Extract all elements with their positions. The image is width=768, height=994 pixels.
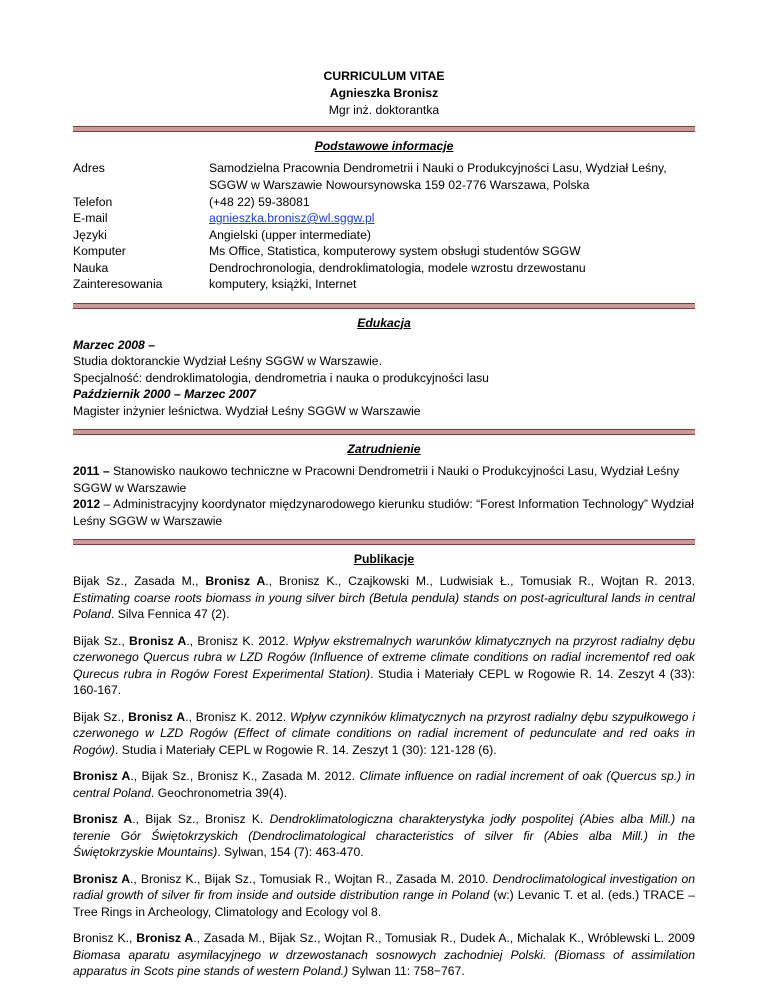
cv-page: [73, 0, 695, 990]
section-divider: [73, 126, 695, 132]
employment-entry: [73, 463, 695, 496]
section-title-employment: Zatrudnienie: [347, 442, 421, 456]
info-value: komputery, książki, Internet: [209, 277, 357, 291]
section-divider: [73, 429, 695, 435]
publications-list: [73, 573, 695, 980]
education-date: Marzec 2008 –: [73, 337, 155, 352]
publication-source: . Silva Fennica 47 (2).: [110, 607, 230, 621]
info-row: [73, 160, 695, 194]
publication-author-highlight: Bronisz A: [205, 574, 266, 588]
publication-entry: [73, 871, 695, 921]
info-label: E-mail: [73, 211, 108, 225]
publication-source: (w:) Levanic T. et al. (eds.) TRACE – Tree Rings in Archeology, Climatology and Ecology vol 8.: [73, 888, 695, 919]
publication-title: Wpływ ekstremalnych warunków klimatycznych na przyrost radialny dębu czerwonego Quercus rubra w LZD Rogów (Influence of extreme climate conditions on radial incrementof red oak Qurecus rubra in Rogów Forest Experimental Station): [73, 633, 695, 681]
cv-header: [73, 68, 695, 119]
info-row: [73, 260, 695, 277]
publication-authors: Bijak Sz.,: [73, 709, 129, 724]
info-value: Samodzielna Pracownia Dendrometrii i Nauki o Produkcyjności Lasu, Wydział Leśny, SGGW w Warszawie Nowoursynowska 159 02-776 Warszawa, Polska: [209, 161, 667, 192]
publication-title: Climate influence on radial increment of oak (Quercus sp.) in central Poland: [73, 769, 695, 800]
publication-entry: [73, 709, 695, 759]
employment-section: [73, 463, 695, 529]
info-row: [73, 227, 695, 244]
info-row: [73, 276, 695, 293]
info-label: Nauka: [73, 260, 109, 275]
education-section: [73, 337, 695, 420]
publication-authors: ., Bronisz K. 2012.: [185, 709, 291, 724]
info-value: (+48 22) 59-38081: [209, 194, 310, 209]
publication-source: Sylwan 11: 758−767.: [348, 964, 465, 978]
email-link[interactable]: agnieszka.bronisz@wl.sggw.pl: [209, 211, 375, 225]
publication-source: . Sylwan, 154 (7): 463-470.: [217, 845, 364, 859]
publication-entry: [73, 930, 695, 980]
section-title-basic: Podstawowe informacje: [314, 139, 454, 153]
publication-source: . Studia i Materiały CEPL w Rogowie R. 14. Zeszyt 4 (33): 160-167.: [73, 666, 695, 697]
education-date: Październik 2000 – Marzec 2007: [73, 387, 256, 401]
publication-author-highlight: Bronisz A: [136, 931, 194, 945]
publication-authors: ., Bronisz K. 2012.: [186, 633, 293, 648]
person-role: Mgr inż. doktorantka: [328, 103, 440, 117]
publication-source: . Geochronometria 39(4).: [150, 785, 288, 800]
publication-author-highlight: Bronisz A: [73, 769, 131, 783]
publication-author-highlight: Bronisz A: [73, 812, 133, 826]
publication-author-highlight: Bronisz A: [128, 709, 186, 724]
info-value: Ms Office, Statistica, komputerowy system obsługi studentów SGGW: [209, 244, 581, 258]
info-row: [73, 194, 695, 211]
publication-entry: [73, 573, 695, 623]
education-entry: Specjalność: dendroklimatologia, dendrometria i nauka o produkcyjności lasu: [73, 370, 489, 385]
education-entry: Magister inżynier leśnictwa. Wydział Leśny SGGW w Warszawie: [73, 403, 421, 418]
section-title-education: Edukacja: [357, 315, 411, 330]
info-value: Dendrochronologia, dendroklimatologia, modele wzrostu drzewostanu: [209, 260, 586, 275]
info-value: Angielski (upper intermediate): [209, 227, 371, 242]
employment-year: 2012: [73, 497, 101, 511]
document-title: CURRICULUM VITAE: [323, 69, 445, 83]
publication-source: . Studia i Materiały CEPL w Rogowie R. 14. Zeszyt 1 (30): 121-128 (6).: [115, 742, 497, 757]
section-title-publications: Publikacje: [353, 552, 415, 566]
publication-author-highlight: Bronisz A: [73, 871, 131, 886]
publication-authors: Bronisz K.,: [73, 931, 137, 945]
employment-text: – Administracyjny koordynator międzynarodowego kierunku studiów: “Forest Information Technology” Wydział Leśny SGGW w Warszawie: [73, 497, 694, 528]
info-row: [73, 210, 695, 227]
publication-title: Wpływ czynników klimatycznych na przyrost radialny dębu szypułkowego i czerwonego w LZD Rogów (Effect of climate conditions on radial increment of pedunculate and red oaks in Rogów): [73, 709, 695, 757]
publication-entry: [73, 768, 695, 801]
publication-authors: ., Bronisz K., Bijak Sz., Tomusiak R., Wojtan R., Zasada M. 2010.: [130, 871, 493, 886]
publication-authors: ., Bijak Sz., Bronisz K., Zasada M. 2012.: [130, 769, 360, 783]
publication-title: Dendroklimatologiczna charakterystyka jodły pospolitej (Abies alba Mill.) na terenie Gór Świętokrzyskich (Dendroclimatological characteristics of silver fir (Abies alba Mill.) in the Świętokrzyskie Mountains): [73, 812, 695, 859]
publication-authors: ., Zasada M., Bijak Sz., Wojtan R., Tomusiak R., Dudek A., Michalak K., Wróblewski L. 2009: [193, 931, 696, 945]
publication-title: Dendroclimatological investigation on radial growth of silver fir from inside and outside distribution range in Poland: [73, 871, 695, 902]
education-entry: Studia doktoranckie Wydział Leśny SGGW w Warszawie.: [73, 354, 382, 368]
basic-info-table: [73, 160, 695, 293]
publication-entry: [73, 633, 695, 699]
publication-title: Estimating coarse roots biomass in young silver birch (Betula pendula) stands on post-agricultural lands in central Poland: [73, 590, 695, 621]
publication-title: Biomasa aparatu asymilacyjnego w drzewostanach sosnowych zachodniej Polski. (Biomass of assimilation apparatus in Scots pine stands of western Poland.): [73, 947, 695, 978]
publication-authors: ., Bronisz K., Czajkowski M., Ludwisiak Ł., Tomusiak R., Wojtan R. 2013.: [265, 574, 695, 588]
info-row: [73, 243, 695, 260]
info-label: Języki: [73, 227, 107, 242]
employment-year: 2011 –: [73, 464, 110, 478]
person-name: Agnieszka Bronisz: [329, 86, 439, 100]
section-divider: [73, 303, 695, 309]
info-label: Telefon: [73, 194, 113, 209]
section-divider: [73, 539, 695, 545]
employment-entry: [73, 496, 695, 529]
info-label: Zainteresowania: [73, 277, 163, 291]
publication-author-highlight: Bronisz A: [129, 633, 187, 648]
info-label: Adres: [73, 161, 105, 175]
info-label: Komputer: [73, 244, 126, 258]
employment-text: Stanowisko naukowo techniczne w Pracowni Dendrometrii i Nauki o Produkcyjności Lasu, Wydział Leśny SGGW w Warszawie: [73, 464, 680, 495]
publication-authors: Bijak Sz.,: [73, 633, 130, 648]
publication-authors: ., Bijak Sz., Bronisz K.: [132, 812, 270, 826]
publication-authors: Bijak Sz., Zasada M.,: [73, 574, 206, 588]
publication-entry: [73, 811, 695, 861]
